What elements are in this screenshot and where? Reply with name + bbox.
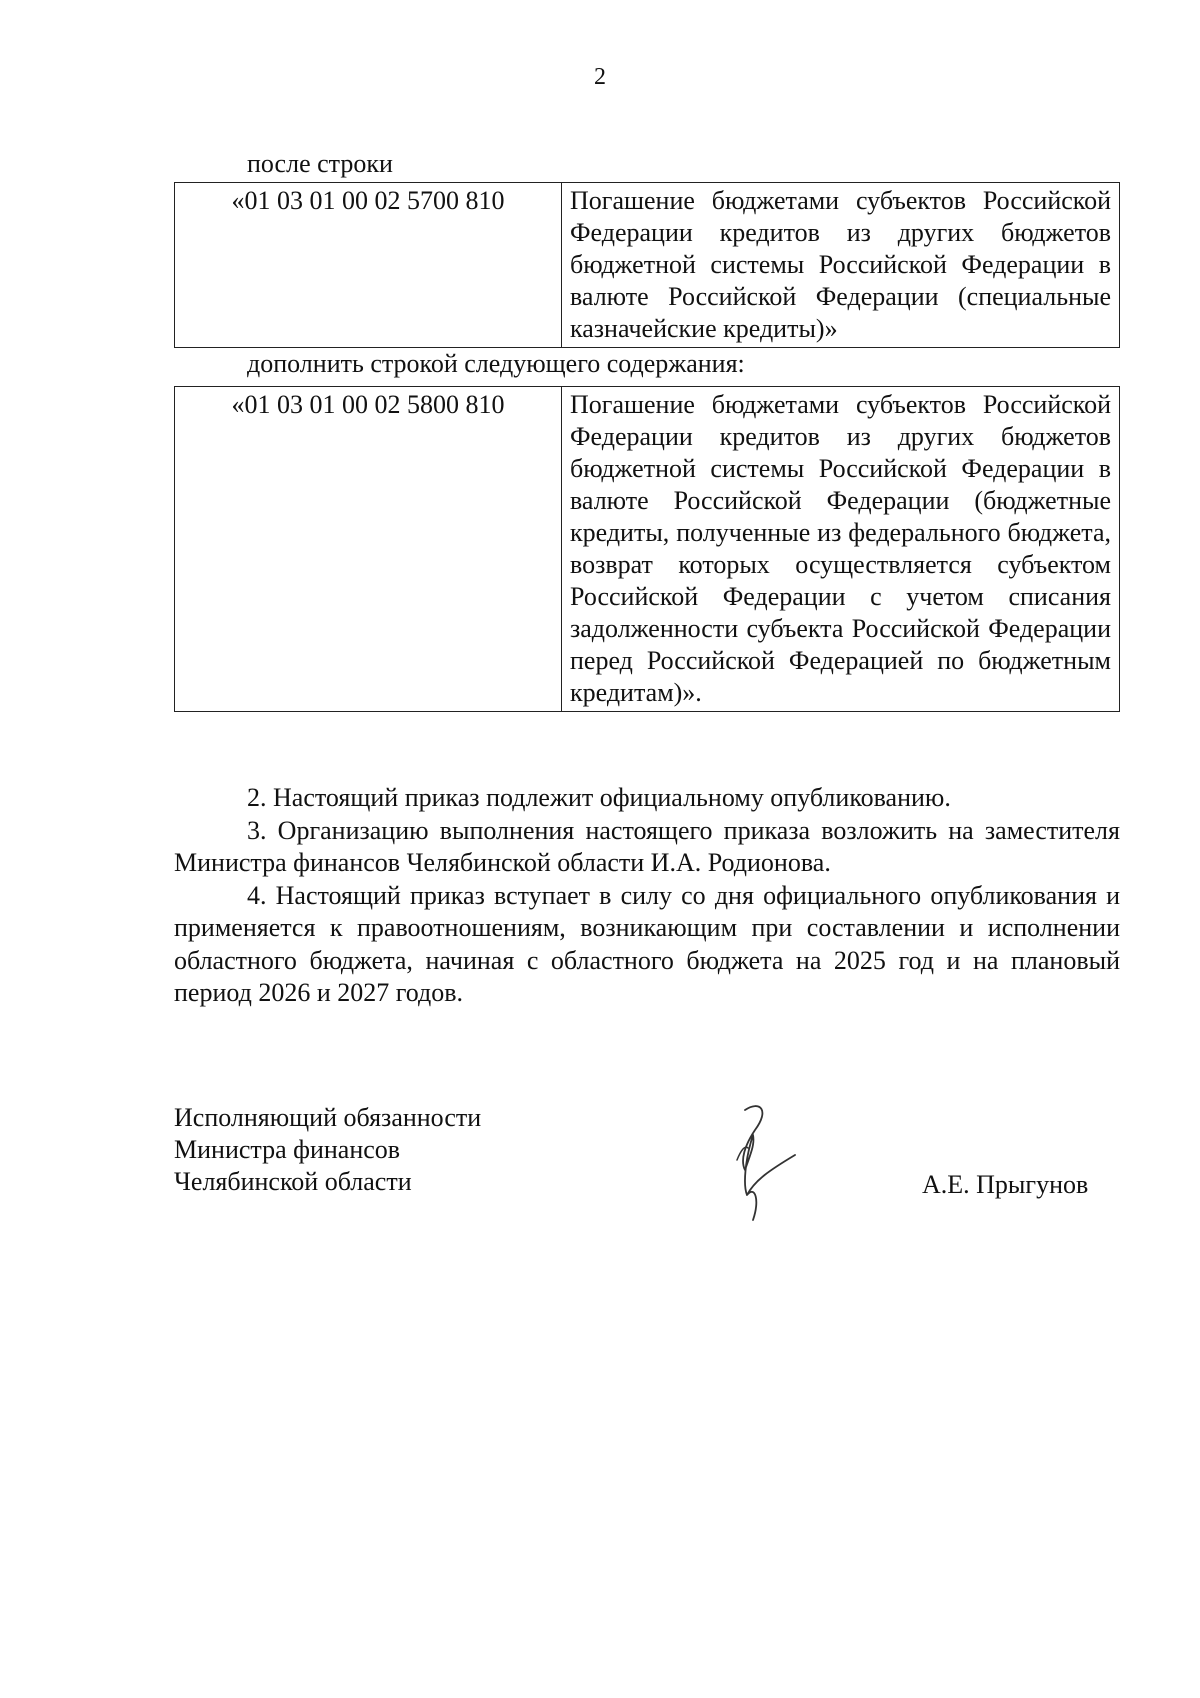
page-number: 2 [594,64,606,90]
budget-description-cell: Погашение бюджетами субъектов Российской Федерации кредитов из других бюджетов бюджетной системы Российской Федерации в валюте Российской Федерации (специальные казначейские кредиты)» [562,183,1120,348]
budget-code-table-existing [174,182,1120,348]
table-row [175,183,1120,348]
budget-code-cell: «01 03 01 00 02 5700 810 [175,183,562,348]
handwritten-signature [715,1100,815,1230]
signer-position-line: Исполняющий обязанности [174,1103,482,1132]
order-paragraphs [174,782,1120,1010]
budget-code-table-new [174,386,1120,712]
intro-add-line: дополнить строкой следующего содержания: [247,349,745,378]
paragraph-effective-date: 4. Настоящий приказ вступает в силу со дня официального опубликования и применяется к правоотношениям, возникающим при составлении и исполнении областного бюджета, начиная с областного бюджета на 2025 год и на плановый период 2026 и 2027 годов. [174,880,1120,1007]
signer-position [174,1102,481,1198]
paragraph-publication: 2. Настоящий приказ подлежит официальному опубликованию. [247,783,951,812]
signer-name: А.Е. Прыгунов [922,1170,1089,1199]
paragraph-responsibility: 3. Организацию выполнения настоящего приказа возложить на заместителя Министра финансов Челябинской области И.А. Родионова. [174,815,1120,877]
budget-code-cell: «01 03 01 00 02 5800 810 [175,387,562,712]
signer-position-line: Челябинской области [174,1167,412,1196]
table-row [175,387,1120,712]
intro-after-line: после строки [247,149,393,178]
budget-description-cell: Погашение бюджетами субъектов Российской Федерации кредитов из других бюджетов бюджетной системы Российской Федерации в валюте Российской Федерации (бюджетные кредиты, полученные из федерального бюджета, возврат которых осуществляется субъектом Российской Федерации с учетом списания задолженности субъекта Российской Федерации перед Российской Федерацией по бюджетным кредитам)». [562,387,1120,712]
signer-position-line: Министра финансов [174,1135,401,1164]
